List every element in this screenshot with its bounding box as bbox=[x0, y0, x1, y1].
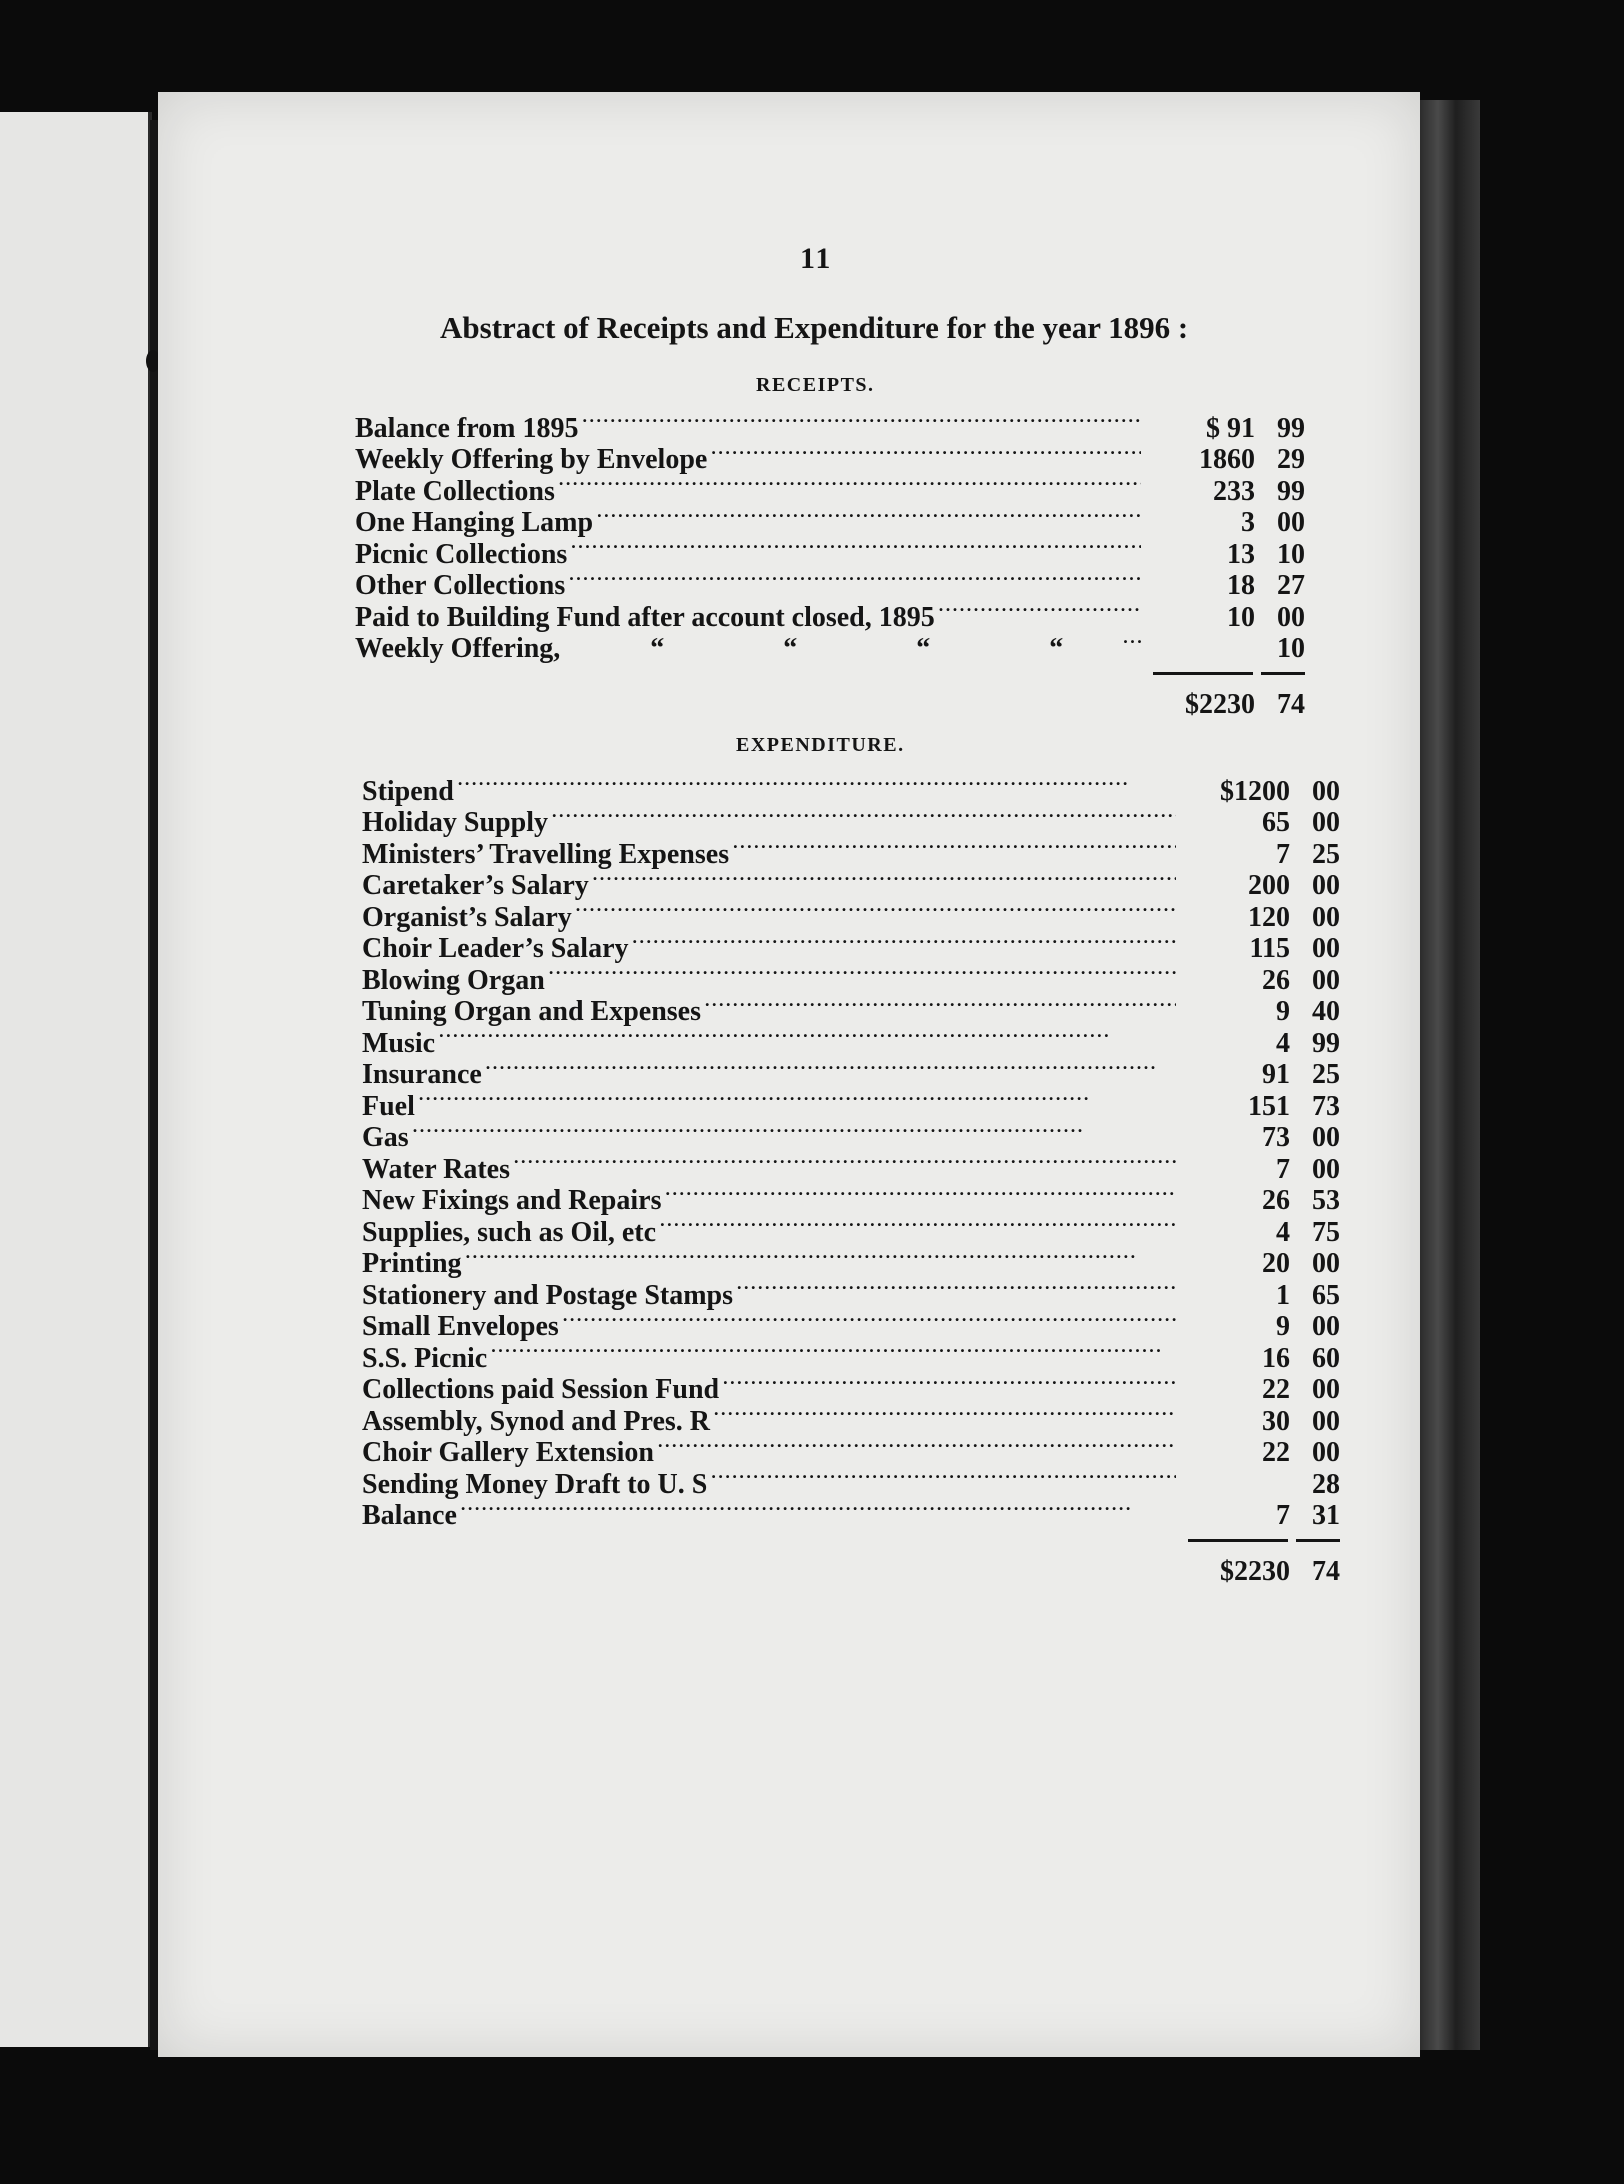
dot-leader bbox=[597, 500, 1141, 532]
amount-cents: 00 bbox=[1312, 964, 1340, 996]
item-label: S.S. Picnic bbox=[362, 1342, 488, 1374]
amount-dollars: 7 bbox=[1276, 838, 1290, 870]
dot-leader bbox=[582, 405, 1141, 437]
dot-leader bbox=[714, 1398, 1176, 1430]
dot-leader bbox=[552, 800, 1176, 832]
item-label: Choir Gallery Extension bbox=[362, 1437, 654, 1468]
total-cents: 74 bbox=[1312, 1556, 1340, 1587]
amount-dollars: 26 bbox=[1262, 1185, 1290, 1216]
receipts-heading: RECEIPTS. bbox=[756, 374, 875, 396]
dot-leader bbox=[486, 1052, 1176, 1084]
item-label: Assembly, Synod and Pres. R bbox=[362, 1405, 711, 1437]
rule-cents bbox=[1296, 1539, 1340, 1542]
item-label: Choir Leader’s Salary bbox=[362, 933, 629, 964]
amount-dollars: 18 bbox=[1227, 570, 1255, 601]
amount-dollars: 4 bbox=[1276, 1216, 1290, 1248]
item-label: Stipend bbox=[362, 775, 454, 807]
amount-cents: 25 bbox=[1312, 838, 1340, 870]
amount-dollars: $1200 bbox=[1220, 775, 1290, 807]
item-label: Stationery and Postage Stamps bbox=[362, 1279, 734, 1311]
amount-dollars: $ 91 bbox=[1206, 412, 1255, 444]
item-label: Ministers’ Travelling Expenses bbox=[362, 838, 730, 870]
ledger-row bbox=[355, 405, 1305, 444]
item-label: Gas bbox=[362, 1122, 409, 1153]
amount-dollars: 65 bbox=[1262, 807, 1290, 838]
expenditure-heading: EXPENDITURE. bbox=[736, 734, 905, 756]
amount-cents: 10 bbox=[1277, 633, 1305, 664]
expenditure-ledger bbox=[362, 768, 1340, 1588]
amount-cents: 99 bbox=[1312, 1027, 1340, 1059]
dot-leader bbox=[593, 863, 1176, 895]
amount-cents: 00 bbox=[1312, 1405, 1340, 1437]
page-number: 11 bbox=[800, 242, 833, 275]
amount-cents: 00 bbox=[1277, 507, 1305, 538]
amount-cents: 73 bbox=[1312, 1090, 1340, 1122]
dot-leader bbox=[705, 989, 1176, 1021]
amount-dollars: 9 bbox=[1276, 1311, 1290, 1342]
item-label: Organist’s Salary bbox=[362, 901, 572, 933]
item-label: Caretaker’s Salary bbox=[362, 870, 589, 901]
dot-leader bbox=[514, 1146, 1176, 1178]
amount-cents: 00 bbox=[1312, 1153, 1340, 1185]
item-label: Balance bbox=[362, 1500, 457, 1531]
ditto-marks: “ “ “ “ bbox=[650, 633, 1120, 664]
amount-dollars: 16 bbox=[1262, 1342, 1290, 1374]
amount-dollars: 10 bbox=[1227, 601, 1255, 633]
dot-leader bbox=[491, 1335, 1176, 1367]
dot-leader bbox=[466, 1241, 1176, 1273]
amount-dollars: 30 bbox=[1262, 1405, 1290, 1437]
item-label: Weekly Offering, bbox=[355, 633, 561, 664]
item-label: Picnic Collections bbox=[355, 538, 568, 570]
amount-dollars: 233 bbox=[1213, 475, 1255, 507]
page-title: Abstract of Receipts and Expenditure for the year 1896 : bbox=[440, 310, 1189, 345]
dot-leader bbox=[1123, 626, 1141, 658]
amount-cents: 25 bbox=[1312, 1059, 1340, 1090]
item-label: Blowing Organ bbox=[362, 964, 545, 996]
item-label: Fuel bbox=[362, 1090, 415, 1122]
amount-cents: 00 bbox=[1312, 901, 1340, 933]
amount-cents: 00 bbox=[1312, 870, 1340, 901]
receipts-total-row bbox=[355, 689, 1305, 721]
dot-leader bbox=[733, 831, 1176, 863]
item-label: Water Rates bbox=[362, 1153, 510, 1185]
item-label: New Fixings and Repairs bbox=[362, 1185, 662, 1216]
expenditure-total-row bbox=[362, 1556, 1340, 1588]
item-label: Balance from 1895 bbox=[355, 412, 579, 444]
amount-cents: 00 bbox=[1312, 1122, 1340, 1153]
dot-leader bbox=[737, 1272, 1176, 1304]
amount-dollars: 1 bbox=[1276, 1279, 1290, 1311]
total-dollars: $2230 bbox=[1185, 689, 1255, 720]
amount-cents: 00 bbox=[1312, 1311, 1340, 1342]
dot-leader bbox=[569, 563, 1141, 595]
dot-leader bbox=[723, 1367, 1176, 1399]
page-stack-edge bbox=[1420, 100, 1480, 2050]
item-label: Plate Collections bbox=[355, 475, 555, 507]
amount-cents: 65 bbox=[1312, 1279, 1340, 1311]
amount-cents: 99 bbox=[1277, 475, 1305, 507]
dot-leader bbox=[576, 894, 1176, 926]
amount-dollars: 115 bbox=[1249, 933, 1290, 964]
amount-cents: 00 bbox=[1312, 933, 1340, 964]
amount-cents: 00 bbox=[1312, 1437, 1340, 1468]
amount-cents: 00 bbox=[1312, 1374, 1340, 1405]
dot-leader bbox=[571, 531, 1141, 563]
amount-dollars: 22 bbox=[1262, 1437, 1290, 1468]
total-dollars: $2230 bbox=[1220, 1556, 1290, 1587]
amount-dollars: 151 bbox=[1248, 1090, 1290, 1122]
rule-cents bbox=[1261, 672, 1305, 675]
rule-dollars bbox=[1153, 672, 1253, 675]
ledger-row bbox=[362, 768, 1340, 807]
dot-leader bbox=[939, 594, 1141, 626]
amount-dollars: 9 bbox=[1276, 996, 1290, 1027]
amount-cents: 00 bbox=[1277, 601, 1305, 633]
dot-leader bbox=[559, 468, 1141, 500]
item-label: Music bbox=[362, 1027, 436, 1059]
item-label: Collections paid Session Fund bbox=[362, 1374, 720, 1405]
amount-cents: 00 bbox=[1312, 807, 1340, 838]
amount-dollars: 7 bbox=[1276, 1500, 1290, 1531]
dot-leader bbox=[461, 1493, 1176, 1525]
amount-cents: 00 bbox=[1312, 775, 1340, 807]
receipts-ledger bbox=[355, 405, 1305, 721]
amount-cents: 31 bbox=[1312, 1500, 1340, 1531]
amount-dollars: 13 bbox=[1227, 538, 1255, 570]
item-label: Supplies, such as Oil, etc bbox=[362, 1216, 657, 1248]
amount-cents: 99 bbox=[1277, 412, 1305, 444]
amount-dollars: 3 bbox=[1241, 507, 1255, 538]
amount-dollars: 200 bbox=[1248, 870, 1290, 901]
dot-leader bbox=[563, 1304, 1176, 1336]
item-label: Sending Money Draft to U. S bbox=[362, 1468, 708, 1500]
amount-cents: 28 bbox=[1312, 1468, 1340, 1500]
rule-dollars bbox=[1188, 1539, 1288, 1542]
dot-leader bbox=[549, 957, 1176, 989]
amount-cents: 27 bbox=[1277, 570, 1305, 601]
amount-dollars: 1860 bbox=[1199, 444, 1255, 475]
dot-leader bbox=[633, 926, 1177, 958]
amount-cents: 00 bbox=[1312, 1248, 1340, 1279]
item-label: Paid to Building Fund after account closed, 1895 bbox=[355, 601, 935, 633]
dot-leader bbox=[660, 1209, 1176, 1241]
item-label: Other Collections bbox=[355, 570, 566, 601]
item-label: Holiday Supply bbox=[362, 807, 548, 838]
total-cents: 74 bbox=[1277, 689, 1305, 720]
item-label: Weekly Offering by Envelope bbox=[355, 444, 708, 475]
dot-leader bbox=[658, 1430, 1176, 1462]
amount-dollars: 22 bbox=[1262, 1374, 1290, 1405]
item-label: Insurance bbox=[362, 1059, 482, 1090]
item-label: Printing bbox=[362, 1248, 462, 1279]
amount-dollars: 26 bbox=[1262, 964, 1290, 996]
dot-leader bbox=[665, 1178, 1176, 1210]
amount-dollars: 73 bbox=[1262, 1122, 1290, 1153]
amount-dollars: 7 bbox=[1276, 1153, 1290, 1185]
amount-cents: 40 bbox=[1312, 996, 1340, 1027]
dot-leader bbox=[419, 1083, 1176, 1115]
dot-leader bbox=[439, 1020, 1176, 1052]
facing-page-edge bbox=[0, 112, 152, 2047]
dot-leader bbox=[458, 768, 1176, 800]
amount-cents: 29 bbox=[1277, 444, 1305, 475]
book-gutter bbox=[150, 120, 158, 2050]
item-label: One Hanging Lamp bbox=[355, 507, 594, 538]
item-label: Tuning Organ and Expenses bbox=[362, 996, 701, 1027]
amount-cents: 60 bbox=[1312, 1342, 1340, 1374]
dot-leader bbox=[711, 1461, 1176, 1493]
amount-dollars: 4 bbox=[1276, 1027, 1290, 1059]
amount-dollars: 120 bbox=[1248, 901, 1290, 933]
amount-cents: 53 bbox=[1312, 1185, 1340, 1216]
ledger-row bbox=[362, 1493, 1340, 1531]
dot-leader bbox=[711, 437, 1141, 469]
amount-dollars: 91 bbox=[1262, 1059, 1290, 1090]
amount-cents: 10 bbox=[1277, 538, 1305, 570]
dot-leader bbox=[413, 1115, 1176, 1147]
amount-dollars: 20 bbox=[1262, 1248, 1290, 1279]
amount-cents: 75 bbox=[1312, 1216, 1340, 1248]
item-label: Small Envelopes bbox=[362, 1311, 559, 1342]
